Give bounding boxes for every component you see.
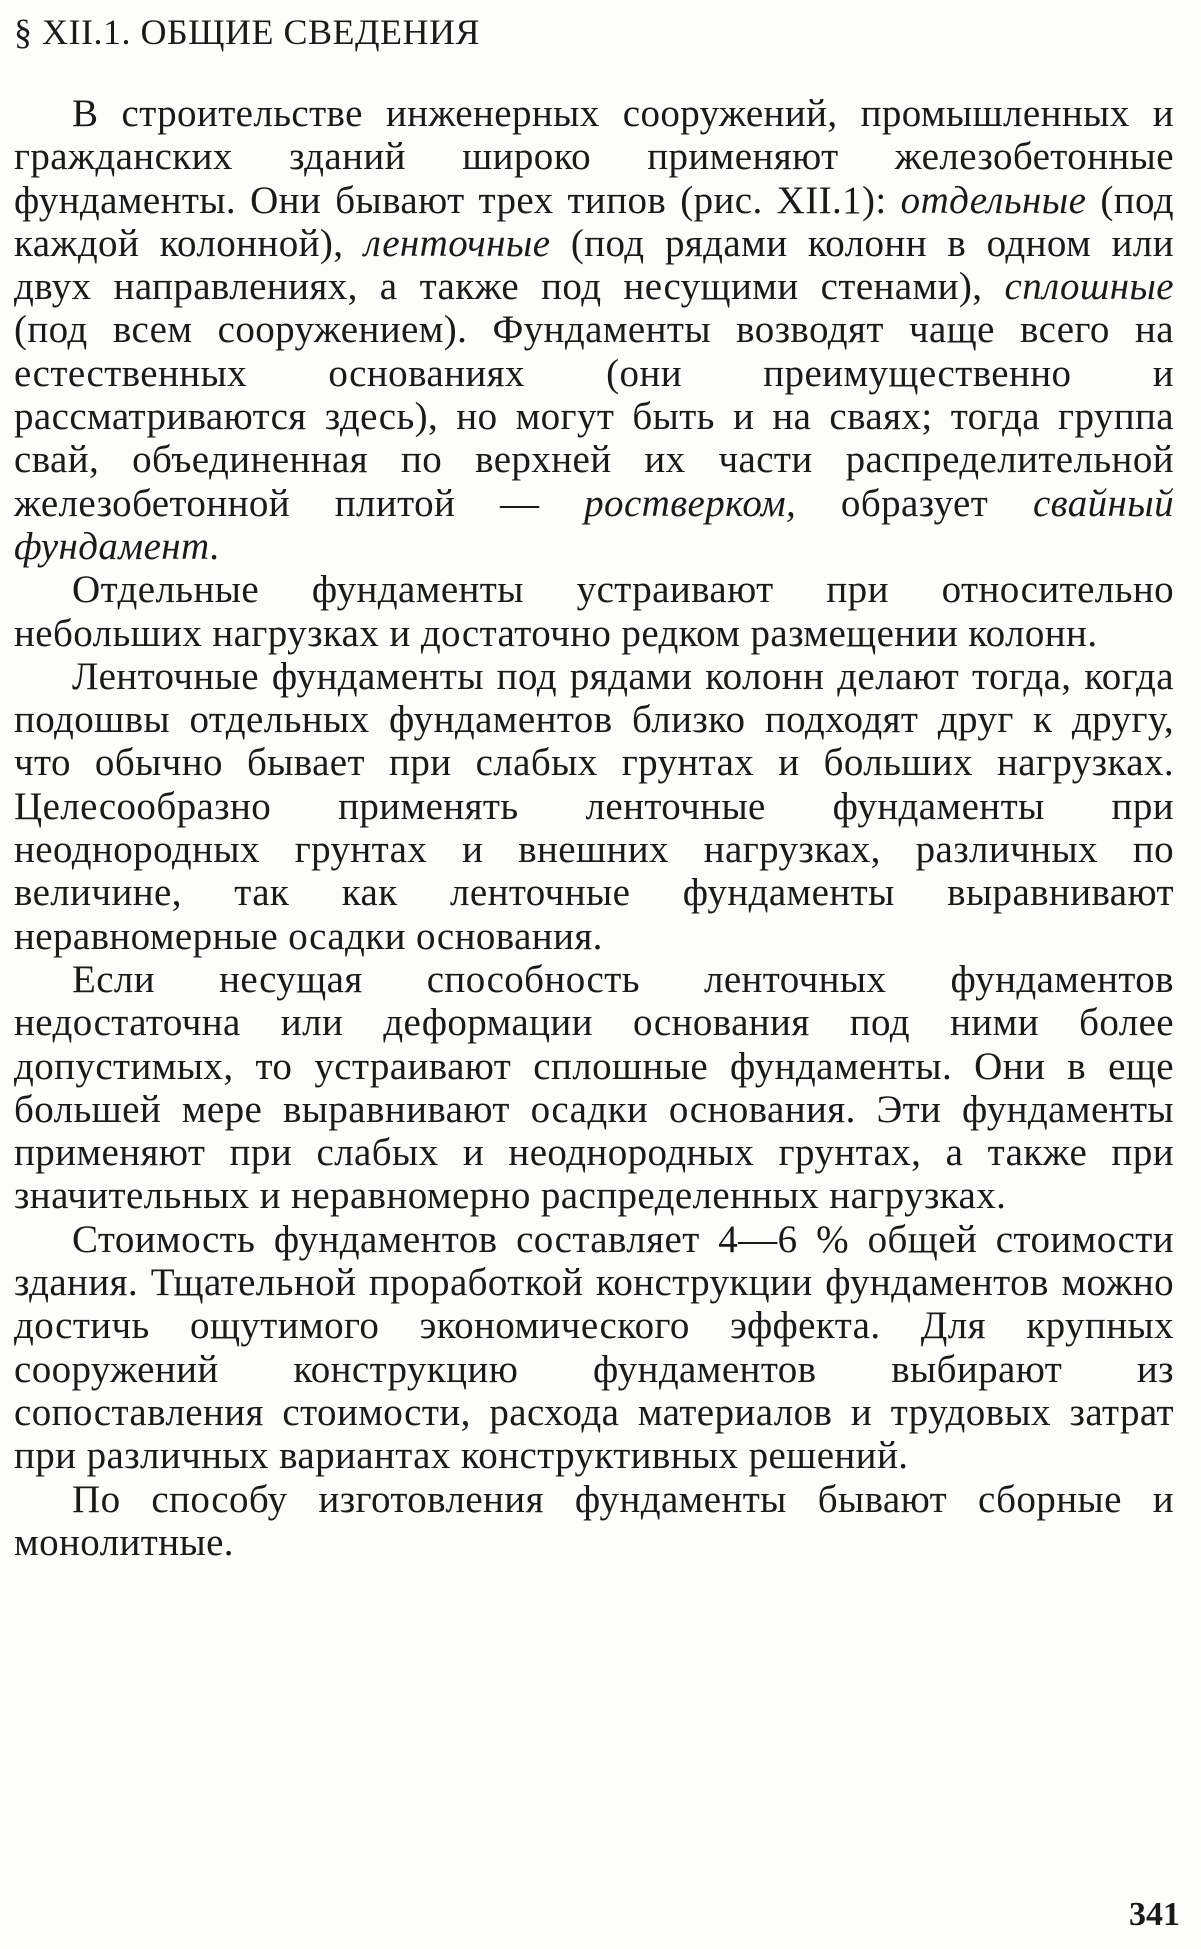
term-separate: отдельные xyxy=(900,178,1087,222)
paragraph-text: (под всем сооружением). Фундаменты возводят чаще всего на естественных основаниях (они преимущественно и рассматриваются здесь), но могут быть и на сваях; тогда группа свай, объединенная по верхней их части распределительной железобетонной плитой — xyxy=(14,308,1174,525)
paragraph-manufacturing-method: По способу изготовления фундаменты бывают сборные и монолитные. xyxy=(14,1477,1174,1564)
paragraph-strip-foundations: Ленточные фундаменты под рядами колонн делают тогда, когда подошвы отдельных фундаментов близко подходят друг к другу, что обычно бывает при слабых грунтах и больших нагрузках. Целесообразно применять ленточные фундаменты при неоднородных грунтах и внешних нагрузках, различных по величине, так как ленточные фундаменты выравнивают неравномерные осадки основания. xyxy=(14,654,1174,958)
term-solid: сплошные xyxy=(1004,265,1174,309)
body-text xyxy=(14,92,1174,1564)
paragraph-text: (под каждой колонной), xyxy=(14,178,1175,265)
term-strip: ленточные xyxy=(363,221,551,265)
paragraph-separate-foundations: Отдельные фундаменты устраивают при относительно небольших нагрузках и достаточно редком размещении колонн. xyxy=(14,568,1174,655)
section-heading: § XII.1. ОБЩИЕ СВЕДЕНИЯ xyxy=(14,12,481,52)
paragraph-text: (под рядами колонн в одном или двух направлениях, а также под несущими стенами), xyxy=(14,221,1174,309)
paragraph-solid-foundations: Если несущая способность ленточных фундаментов недостаточна или деформации основания под ними более допустимых, то устраивают сплошные фундаменты. Они в еще большей мере выравнивают осадки основания. Эти фундаменты применяют при слабых и неоднородных грунтах, а также при значительных и неравномерно распределенных нагрузках. xyxy=(14,957,1174,1218)
term-grillage: ростверком, xyxy=(584,481,797,525)
paragraph-foundation-types xyxy=(14,92,1174,568)
paragraph-text: В строительстве инженерных сооружений, промышленных и гражданских зданий широко применяют железобетонные фундаменты. Они бывают трех типов (рис. XII.1): xyxy=(14,92,1174,222)
page-number: 341 xyxy=(1129,1896,1180,1933)
term-pile-foundation: свайный фундамент. xyxy=(14,481,1174,568)
paragraph-foundation-cost: Стоимость фундаментов составляет 4—6 % общей стоимости здания. Тщательной проработкой конструкции фундаментов можно достичь ощутимого экономического эффекта. Для крупных сооружений конструкцию фундаментов выбирают из сопоставления стоимости, расхода материалов и трудовых затрат при различных вариантах конструктивных решений. xyxy=(14,1217,1174,1478)
paragraph-text: образует xyxy=(796,481,1033,525)
